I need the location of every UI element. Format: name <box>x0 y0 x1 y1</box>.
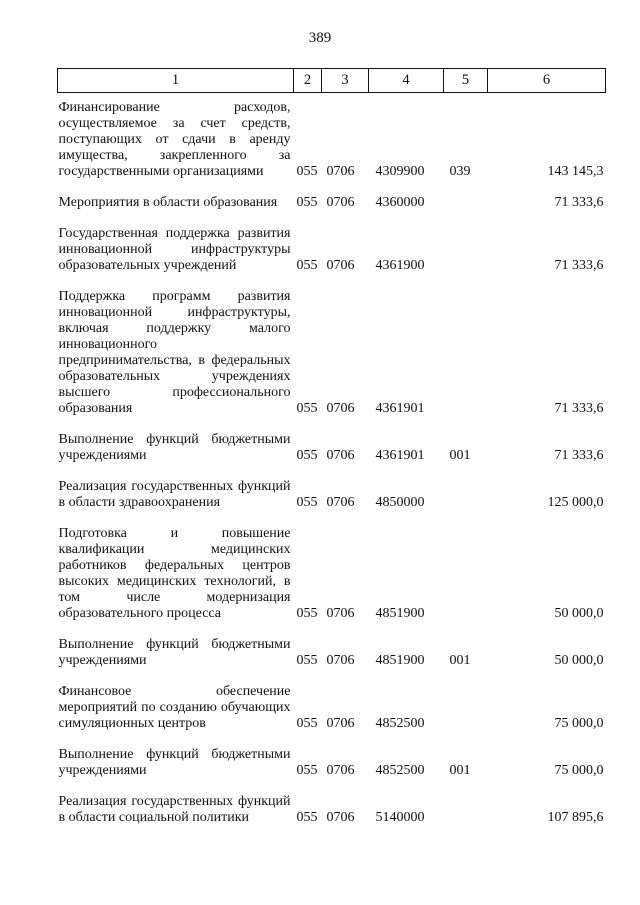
row-expense-type: 001 <box>449 448 471 463</box>
table-row <box>58 747 606 794</box>
table-row <box>58 226 606 289</box>
row-expense-type <box>444 226 488 289</box>
table-row <box>58 637 606 684</box>
row-name: Подготовка и повышение квалификации медицинских работников федеральных центров высоких медицинских технологий, в том числе модернизация образовательного процесса <box>58 526 291 621</box>
column-header-3: 3 <box>322 69 369 93</box>
row-target-code: 4851900 <box>375 653 425 668</box>
row-section-code: 0706 <box>326 258 355 273</box>
row-section-code: 0706 <box>326 763 355 778</box>
row-section-code: 0706 <box>326 810 355 825</box>
row-amount: 50 000,0 <box>554 606 604 621</box>
row-ministry-code: 055 <box>296 606 318 621</box>
table-row <box>58 195 606 226</box>
row-expense-type <box>444 794 488 841</box>
column-header-1: 1 <box>58 69 294 93</box>
row-target-code: 4850000 <box>375 495 425 510</box>
row-amount: 107 895,6 <box>547 810 604 825</box>
row-ministry-code: 055 <box>296 653 318 668</box>
row-name: Выполнение функций бюджетными учреждениями <box>58 747 291 778</box>
budget-table <box>57 68 606 841</box>
row-expense-type <box>444 526 488 637</box>
row-target-code: 4309900 <box>375 164 425 179</box>
row-name: Мероприятия в области образования <box>58 195 278 210</box>
row-name: Реализация государственных функций в области здравоохранения <box>58 479 291 510</box>
row-target-code: 4361900 <box>375 258 425 273</box>
row-ministry-code: 055 <box>296 401 318 416</box>
row-section-code: 0706 <box>326 716 355 731</box>
row-name: Финансирование расходов, осуществляемое за счет средств, поступающих от сдачи в аренду имущества, закрепленного за государственными организациями <box>58 100 291 179</box>
row-section-code: 0706 <box>326 164 355 179</box>
row-section-code: 0706 <box>326 401 355 416</box>
row-section-code: 0706 <box>326 448 355 463</box>
table-row <box>58 794 606 841</box>
column-header-5: 5 <box>444 69 488 93</box>
row-amount: 143 145,3 <box>547 164 604 179</box>
row-ministry-code: 055 <box>296 195 318 210</box>
table-row <box>58 479 606 526</box>
row-section-code: 0706 <box>326 195 355 210</box>
row-amount: 125 000,0 <box>547 495 604 510</box>
row-name: Выполнение функций бюджетными учреждениями <box>58 637 291 668</box>
row-amount: 71 333,6 <box>554 258 604 273</box>
row-amount: 71 333,6 <box>554 448 604 463</box>
table-row <box>58 289 606 432</box>
row-amount: 50 000,0 <box>554 653 604 668</box>
row-target-code: 4361901 <box>375 448 425 463</box>
row-target-code: 4361901 <box>375 401 425 416</box>
row-name: Финансовое обеспечение мероприятий по созданию обучающих симуляционных центров <box>58 684 291 731</box>
row-target-code: 4852500 <box>375 716 425 731</box>
row-ministry-code: 055 <box>296 810 318 825</box>
row-ministry-code: 055 <box>296 495 318 510</box>
row-name: Выполнение функций бюджетными учреждениями <box>58 432 291 463</box>
table-row <box>58 684 606 747</box>
row-ministry-code: 055 <box>296 763 318 778</box>
row-expense-type <box>444 479 488 526</box>
row-amount: 75 000,0 <box>554 716 604 731</box>
row-expense-type: 001 <box>449 653 471 668</box>
row-ministry-code: 055 <box>296 164 318 179</box>
row-ministry-code: 055 <box>296 448 318 463</box>
page-number: 389 <box>308 30 332 46</box>
row-ministry-code: 055 <box>296 716 318 731</box>
row-section-code: 0706 <box>326 606 355 621</box>
header-row <box>58 69 606 93</box>
row-expense-type <box>444 684 488 747</box>
table-row <box>58 93 606 196</box>
row-amount: 71 333,6 <box>554 195 604 210</box>
row-target-code: 4852500 <box>375 763 425 778</box>
row-section-code: 0706 <box>326 495 355 510</box>
row-name: Поддержка программ развития инновационной инфраструктуры, включая поддержку малого инновационного предпринимательства, в федеральных образовательных учреждениях высшего профессионального образования <box>58 289 291 416</box>
row-expense-type <box>444 289 488 432</box>
row-section-code: 0706 <box>326 653 355 668</box>
row-amount: 71 333,6 <box>554 401 604 416</box>
column-header-4: 4 <box>369 69 444 93</box>
row-target-code: 5140000 <box>375 810 425 825</box>
row-amount: 75 000,0 <box>554 763 604 778</box>
row-ministry-code: 055 <box>296 258 318 273</box>
row-expense-type: 001 <box>449 763 471 778</box>
row-name: Реализация государственных функций в области социальной политики <box>58 794 291 825</box>
row-expense-type: 039 <box>449 164 471 179</box>
table-row <box>58 526 606 637</box>
table-row <box>58 432 606 479</box>
row-target-code: 4360000 <box>375 195 425 210</box>
row-name: Государственная поддержка развития инновационной инфраструктуры образовательных учреждений <box>58 226 291 273</box>
column-header-2: 2 <box>294 69 322 93</box>
column-header-6: 6 <box>488 69 606 93</box>
row-target-code: 4851900 <box>375 606 425 621</box>
row-expense-type <box>444 195 488 226</box>
